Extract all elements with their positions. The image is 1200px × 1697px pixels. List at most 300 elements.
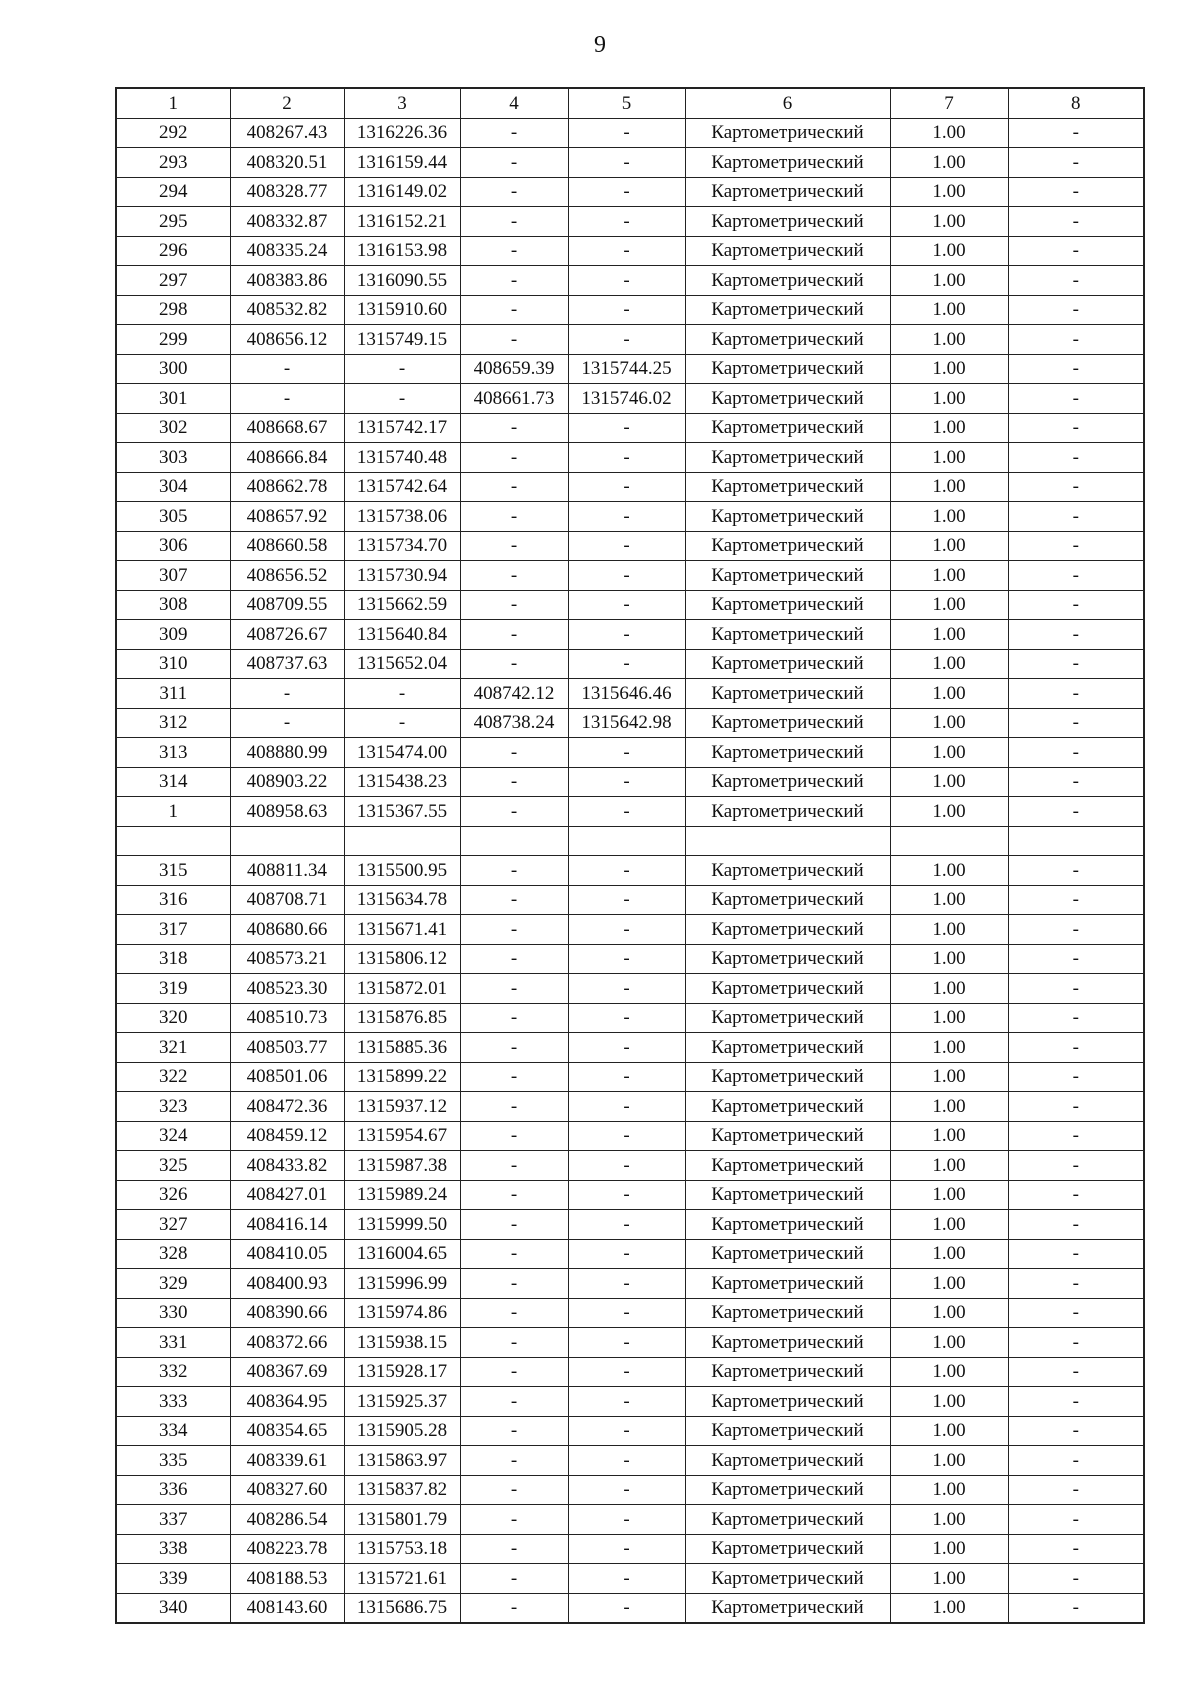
- table-cell: 1315730.94: [344, 561, 460, 591]
- table-cell: 1316090.55: [344, 266, 460, 296]
- table-cell: 1315646.46: [568, 679, 685, 709]
- table-cell: -: [568, 1357, 685, 1387]
- table-cell: -: [1008, 325, 1144, 355]
- table-cell: Картометрический: [685, 148, 890, 178]
- table-cell: Картометрический: [685, 561, 890, 591]
- table-cell: -: [568, 443, 685, 473]
- table-cell: -: [1008, 1416, 1144, 1446]
- table-cell: -: [568, 1564, 685, 1594]
- table-cell: 1315671.41: [344, 915, 460, 945]
- table-cell: 1315746.02: [568, 384, 685, 414]
- table-cell: -: [460, 1121, 568, 1151]
- table-cell: Картометрический: [685, 1003, 890, 1033]
- table-cell: 408501.06: [230, 1062, 344, 1092]
- table-cell: 1.00: [890, 1505, 1008, 1535]
- table-cell: -: [1008, 1298, 1144, 1328]
- table-cell: 1.00: [890, 1210, 1008, 1240]
- table-cell: -: [460, 1298, 568, 1328]
- table-cell: -: [1008, 1180, 1144, 1210]
- table-row: [116, 1298, 1144, 1328]
- table-cell: 1315662.59: [344, 590, 460, 620]
- table-cell: -: [568, 856, 685, 886]
- table-cell: 1315863.97: [344, 1446, 460, 1476]
- table-cell: 1.00: [890, 915, 1008, 945]
- table-row: [116, 1505, 1144, 1535]
- table-cell: 1315837.82: [344, 1475, 460, 1505]
- table-row: [116, 1416, 1144, 1446]
- table-cell: -: [1008, 649, 1144, 679]
- table-cell: 408503.77: [230, 1033, 344, 1063]
- table-cell: -: [460, 207, 568, 237]
- table-row: [116, 148, 1144, 178]
- table-cell: 408958.63: [230, 797, 344, 827]
- table-cell: -: [460, 413, 568, 443]
- table-cell: -: [1008, 295, 1144, 325]
- table-cell: 1315740.48: [344, 443, 460, 473]
- table-row: [116, 472, 1144, 502]
- table-cell: Картометрический: [685, 1151, 890, 1181]
- table-cell: -: [1008, 561, 1144, 591]
- table-cell: 306: [116, 531, 230, 561]
- table-cell: -: [568, 502, 685, 532]
- table-cell: 408680.66: [230, 915, 344, 945]
- table-cell: -: [1008, 708, 1144, 738]
- table-cell: 1.00: [890, 708, 1008, 738]
- table-cell: Картометрический: [685, 1062, 890, 1092]
- table-cell: -: [230, 354, 344, 384]
- table-cell: 1.00: [890, 384, 1008, 414]
- table-cell: -: [460, 561, 568, 591]
- table-row: [116, 325, 1144, 355]
- table-cell: -: [460, 767, 568, 797]
- table-cell: 1.00: [890, 1062, 1008, 1092]
- table-cell: -: [1008, 620, 1144, 650]
- table-cell: 329: [116, 1269, 230, 1299]
- table-cell: -: [460, 325, 568, 355]
- table-cell: 408661.73: [460, 384, 568, 414]
- table-cell: 408339.61: [230, 1446, 344, 1476]
- table-cell: Картометрический: [685, 207, 890, 237]
- table-cell: 1315742.64: [344, 472, 460, 502]
- table-cell: 408143.60: [230, 1593, 344, 1623]
- table-header-row: [116, 88, 1144, 118]
- table-cell: 1.00: [890, 1239, 1008, 1269]
- table-cell: 1.00: [890, 797, 1008, 827]
- table-cell: 408523.30: [230, 974, 344, 1004]
- table-cell: -: [568, 974, 685, 1004]
- table-cell: 1316159.44: [344, 148, 460, 178]
- table-cell: -: [568, 561, 685, 591]
- table-cell: 1.00: [890, 974, 1008, 1004]
- table-cell: 330: [116, 1298, 230, 1328]
- table-cell: -: [1008, 1593, 1144, 1623]
- table-cell: -: [568, 1387, 685, 1417]
- table-cell: -: [460, 797, 568, 827]
- table-cell: Картометрический: [685, 1446, 890, 1476]
- table-cell: Картометрический: [685, 1357, 890, 1387]
- table-cell: 408738.24: [460, 708, 568, 738]
- table-cell: 1: [116, 797, 230, 827]
- table-cell: 408390.66: [230, 1298, 344, 1328]
- table-cell: -: [460, 1092, 568, 1122]
- page-number: 9: [594, 32, 606, 58]
- table-cell: -: [460, 738, 568, 768]
- table-cell: 298: [116, 295, 230, 325]
- table-cell: -: [460, 1003, 568, 1033]
- table-cell: 408811.34: [230, 856, 344, 886]
- column-header: 1: [116, 88, 230, 118]
- table-cell: -: [460, 177, 568, 207]
- table-cell: Картометрический: [685, 384, 890, 414]
- table-row: [116, 679, 1144, 709]
- table-cell: 408410.05: [230, 1239, 344, 1269]
- table-row: [116, 1269, 1144, 1299]
- table-cell: [460, 826, 568, 856]
- column-header: 4: [460, 88, 568, 118]
- table-cell: 340: [116, 1593, 230, 1623]
- table-cell: 328: [116, 1239, 230, 1269]
- table-cell: -: [1008, 738, 1144, 768]
- table-cell: 1316226.36: [344, 118, 460, 148]
- table-cell: -: [1008, 207, 1144, 237]
- table-cell: 408459.12: [230, 1121, 344, 1151]
- table-cell: 1315749.15: [344, 325, 460, 355]
- table-cell: 1315872.01: [344, 974, 460, 1004]
- table-cell: -: [568, 797, 685, 827]
- table-cell: -: [460, 1269, 568, 1299]
- table-cell: 408510.73: [230, 1003, 344, 1033]
- table-cell: 1315928.17: [344, 1357, 460, 1387]
- table-cell: -: [568, 325, 685, 355]
- table-cell: -: [1008, 472, 1144, 502]
- table-row: [116, 384, 1144, 414]
- table-cell: Картометрический: [685, 679, 890, 709]
- table-cell: 1.00: [890, 590, 1008, 620]
- table-cell: -: [230, 708, 344, 738]
- table-cell: 408328.77: [230, 177, 344, 207]
- table-cell: 408532.82: [230, 295, 344, 325]
- table-row: [116, 620, 1144, 650]
- table-cell: -: [1008, 915, 1144, 945]
- table-row: [116, 1180, 1144, 1210]
- table-cell: -: [460, 1593, 568, 1623]
- table-cell: 327: [116, 1210, 230, 1240]
- table-cell: 408372.66: [230, 1328, 344, 1358]
- table-cell: -: [1008, 1210, 1144, 1240]
- table-cell: 1.00: [890, 1003, 1008, 1033]
- table-cell: -: [568, 738, 685, 768]
- table-cell: -: [460, 531, 568, 561]
- table-cell: 408400.93: [230, 1269, 344, 1299]
- table-cell: 1.00: [890, 236, 1008, 266]
- table-cell: 1315753.18: [344, 1534, 460, 1564]
- table-cell: 408726.67: [230, 620, 344, 650]
- table-cell: -: [460, 472, 568, 502]
- table-cell: -: [1008, 148, 1144, 178]
- table-cell: -: [460, 885, 568, 915]
- table-cell: 293: [116, 148, 230, 178]
- table-cell: -: [568, 649, 685, 679]
- table-cell: [116, 826, 230, 856]
- table-cell: Картометрический: [685, 1505, 890, 1535]
- table-cell: 408659.39: [460, 354, 568, 384]
- table-cell: 322: [116, 1062, 230, 1092]
- table-cell: Картометрический: [685, 1092, 890, 1122]
- table-cell: 1.00: [890, 325, 1008, 355]
- table-cell: -: [568, 1003, 685, 1033]
- table-row: [116, 295, 1144, 325]
- table-cell: 1.00: [890, 354, 1008, 384]
- table-cell: Картометрический: [685, 649, 890, 679]
- table-cell: 1315474.00: [344, 738, 460, 768]
- table-cell: -: [344, 679, 460, 709]
- table-cell: 1.00: [890, 148, 1008, 178]
- table-cell: 1315500.95: [344, 856, 460, 886]
- table-row: [116, 207, 1144, 237]
- table-cell: 1315634.78: [344, 885, 460, 915]
- table-cell: Картометрический: [685, 177, 890, 207]
- table-cell: 1.00: [890, 118, 1008, 148]
- table-cell: Картометрический: [685, 1534, 890, 1564]
- table-cell: 1.00: [890, 266, 1008, 296]
- table-cell: 408656.52: [230, 561, 344, 591]
- table-cell: Картометрический: [685, 1121, 890, 1151]
- table-cell: 1315367.55: [344, 797, 460, 827]
- table-cell: 1.00: [890, 1416, 1008, 1446]
- table-cell: -: [460, 1151, 568, 1181]
- table-cell: 1315987.38: [344, 1151, 460, 1181]
- table-cell: 408662.78: [230, 472, 344, 502]
- table-cell: Картометрический: [685, 767, 890, 797]
- table-cell: 333: [116, 1387, 230, 1417]
- table-row: [116, 1239, 1144, 1269]
- table-row: [116, 1151, 1144, 1181]
- table-cell: Картометрический: [685, 1298, 890, 1328]
- table-cell: -: [230, 384, 344, 414]
- table-cell: 1315801.79: [344, 1505, 460, 1535]
- table-cell: -: [1008, 384, 1144, 414]
- table-cell: 1.00: [890, 413, 1008, 443]
- table-cell: 307: [116, 561, 230, 591]
- table-cell: 1315954.67: [344, 1121, 460, 1151]
- table-cell: 1315734.70: [344, 531, 460, 561]
- table-cell: 1316004.65: [344, 1239, 460, 1269]
- table-cell: -: [460, 1534, 568, 1564]
- table-row: [116, 1593, 1144, 1623]
- column-header: 7: [890, 88, 1008, 118]
- table-cell: 292: [116, 118, 230, 148]
- table-cell: 408354.65: [230, 1416, 344, 1446]
- table-cell: 297: [116, 266, 230, 296]
- table-cell: 301: [116, 384, 230, 414]
- table-cell: 1.00: [890, 767, 1008, 797]
- table-cell: 408223.78: [230, 1534, 344, 1564]
- table-cell: Картометрический: [685, 590, 890, 620]
- table-row: [116, 118, 1144, 148]
- table-cell: -: [1008, 1564, 1144, 1594]
- table-row: [116, 1121, 1144, 1151]
- table-cell: 1315905.28: [344, 1416, 460, 1446]
- table-cell: -: [460, 1357, 568, 1387]
- table-cell: -: [460, 1446, 568, 1476]
- table-cell: 408267.43: [230, 118, 344, 148]
- table-cell: 1315876.85: [344, 1003, 460, 1033]
- table-cell: Картометрический: [685, 531, 890, 561]
- table-cell: -: [1008, 1033, 1144, 1063]
- table-cell: -: [1008, 1387, 1144, 1417]
- table-cell: -: [568, 1121, 685, 1151]
- table-cell: Картометрический: [685, 915, 890, 945]
- table-row: [116, 177, 1144, 207]
- table-cell: 339: [116, 1564, 230, 1594]
- table-cell: 408472.36: [230, 1092, 344, 1122]
- table-cell: Картометрический: [685, 944, 890, 974]
- table-cell: -: [344, 354, 460, 384]
- table-cell: Картометрический: [685, 1269, 890, 1299]
- table-cell: Картометрический: [685, 413, 890, 443]
- table-cell: 1315642.98: [568, 708, 685, 738]
- table-cell: [230, 826, 344, 856]
- table-cell: 1.00: [890, 443, 1008, 473]
- table-cell: -: [568, 207, 685, 237]
- table-cell: Картометрический: [685, 1328, 890, 1358]
- table-cell: -: [1008, 1357, 1144, 1387]
- table-cell: Картометрический: [685, 708, 890, 738]
- table-cell: 1315989.24: [344, 1180, 460, 1210]
- table-cell: 311: [116, 679, 230, 709]
- table-cell: -: [568, 1534, 685, 1564]
- table-cell: -: [1008, 266, 1144, 296]
- table-cell: 1.00: [890, 1357, 1008, 1387]
- table-row: [116, 531, 1144, 561]
- table-cell: 335: [116, 1446, 230, 1476]
- table-cell: -: [1008, 502, 1144, 532]
- table-cell: 309: [116, 620, 230, 650]
- table-cell: -: [1008, 1328, 1144, 1358]
- table-cell: 1316153.98: [344, 236, 460, 266]
- table-row: [116, 1328, 1144, 1358]
- table-cell: 331: [116, 1328, 230, 1358]
- table-cell: -: [1008, 1092, 1144, 1122]
- table-cell: -: [460, 620, 568, 650]
- table-cell: -: [1008, 1239, 1144, 1269]
- table-cell: 1.00: [890, 561, 1008, 591]
- table-cell: -: [568, 236, 685, 266]
- table-cell: -: [1008, 236, 1144, 266]
- table-cell: -: [460, 1416, 568, 1446]
- table-cell: 1315438.23: [344, 767, 460, 797]
- table-body: [116, 118, 1144, 1623]
- table-cell: -: [344, 384, 460, 414]
- table-cell: -: [460, 443, 568, 473]
- table-row: [116, 767, 1144, 797]
- table-cell: 294: [116, 177, 230, 207]
- coordinates-table: [115, 87, 1145, 1624]
- table-cell: -: [1008, 679, 1144, 709]
- table-cell: 1.00: [890, 502, 1008, 532]
- table-cell: 1315721.61: [344, 1564, 460, 1594]
- table-cell: -: [460, 118, 568, 148]
- table-cell: -: [460, 148, 568, 178]
- table-cell: 1.00: [890, 649, 1008, 679]
- table-row: [116, 915, 1144, 945]
- column-header: 5: [568, 88, 685, 118]
- table-cell: -: [1008, 1269, 1144, 1299]
- table-row: [116, 1003, 1144, 1033]
- table-cell: Картометрический: [685, 266, 890, 296]
- table-cell: Картометрический: [685, 856, 890, 886]
- table-cell: 1.00: [890, 1328, 1008, 1358]
- table-row: [116, 738, 1144, 768]
- table-cell: 408383.86: [230, 266, 344, 296]
- table-cell: 325: [116, 1151, 230, 1181]
- table-cell: 1315910.60: [344, 295, 460, 325]
- table-cell: -: [568, 885, 685, 915]
- table-cell: -: [568, 1298, 685, 1328]
- table-cell: 332: [116, 1357, 230, 1387]
- table-cell: -: [568, 767, 685, 797]
- table-cell: Картометрический: [685, 1416, 890, 1446]
- table-cell: -: [460, 1180, 568, 1210]
- table-cell: 305: [116, 502, 230, 532]
- table-row: [116, 354, 1144, 384]
- table-cell: 408427.01: [230, 1180, 344, 1210]
- table-cell: -: [1008, 177, 1144, 207]
- table-cell: Картометрический: [685, 885, 890, 915]
- table-row: [116, 1446, 1144, 1476]
- table-cell: 408657.92: [230, 502, 344, 532]
- table-cell: [685, 826, 890, 856]
- table-row: [116, 1475, 1144, 1505]
- table-cell: Картометрический: [685, 974, 890, 1004]
- table-row: [116, 1534, 1144, 1564]
- table-cell: 408286.54: [230, 1505, 344, 1535]
- table-cell: 317: [116, 915, 230, 945]
- table-cell: 1.00: [890, 1269, 1008, 1299]
- table-cell: 1.00: [890, 295, 1008, 325]
- table-cell: 1315744.25: [568, 354, 685, 384]
- table-cell: Картометрический: [685, 295, 890, 325]
- table-cell: 316: [116, 885, 230, 915]
- table-cell: 408656.12: [230, 325, 344, 355]
- table-cell: -: [568, 295, 685, 325]
- table-cell: Картометрический: [685, 797, 890, 827]
- table-cell: 1315640.84: [344, 620, 460, 650]
- table-cell: -: [1008, 1446, 1144, 1476]
- table-cell: -: [568, 944, 685, 974]
- table-cell: -: [1008, 590, 1144, 620]
- table-cell: -: [1008, 767, 1144, 797]
- table-cell: -: [568, 620, 685, 650]
- table-cell: 408188.53: [230, 1564, 344, 1594]
- table-cell: 1315806.12: [344, 944, 460, 974]
- table-cell: 408335.24: [230, 236, 344, 266]
- table-cell: -: [1008, 1534, 1144, 1564]
- table-cell: -: [568, 1505, 685, 1535]
- table-row: [116, 649, 1144, 679]
- table-cell: -: [460, 974, 568, 1004]
- table-cell: -: [460, 649, 568, 679]
- table-row: [116, 826, 1144, 856]
- table-cell: 1.00: [890, 1564, 1008, 1594]
- table-cell: -: [1008, 944, 1144, 974]
- table-cell: 1.00: [890, 1033, 1008, 1063]
- table-cell: -: [568, 177, 685, 207]
- table-cell: 1315885.36: [344, 1033, 460, 1063]
- table-cell: 1315938.15: [344, 1328, 460, 1358]
- table-cell: 313: [116, 738, 230, 768]
- table-cell: 408332.87: [230, 207, 344, 237]
